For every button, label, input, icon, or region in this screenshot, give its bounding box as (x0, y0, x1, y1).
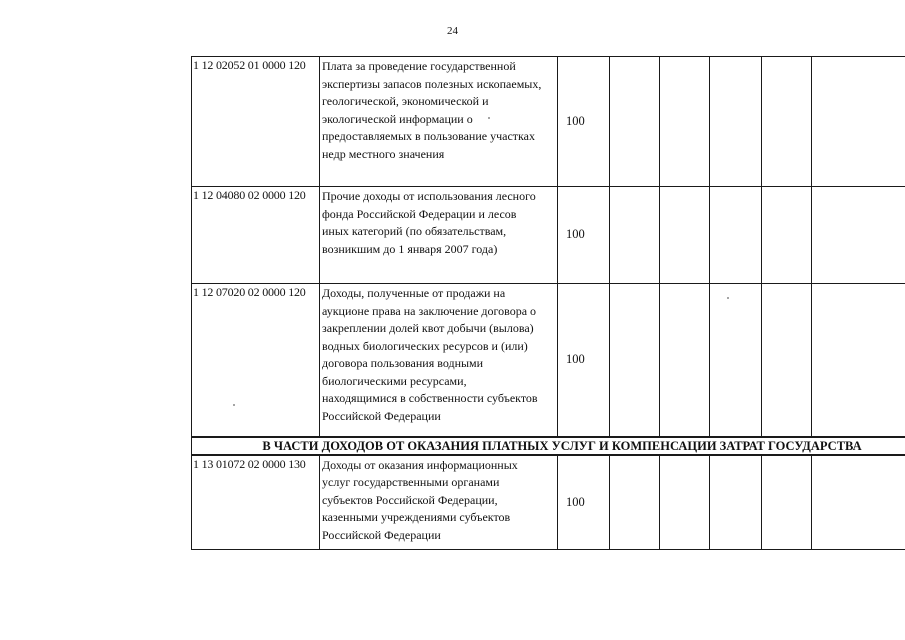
section-header-row (192, 437, 905, 455)
norm-value: 100 (558, 57, 610, 187)
empty-cell (710, 284, 762, 437)
name-line: предоставляемых в пользование участках (322, 129, 536, 143)
name-line: услуг государственными органами (322, 475, 500, 489)
norm-value: 100 (558, 455, 610, 550)
name-line: Доходы от оказания информационных (322, 457, 518, 472)
scan-speck (488, 117, 490, 119)
empty-cell (762, 57, 812, 187)
empty-cell (610, 57, 660, 187)
table-row (192, 455, 905, 550)
name-line: фонда Российской Федерации и лесов (322, 206, 517, 221)
empty-cell (710, 187, 762, 284)
revenue-name (320, 455, 558, 550)
scan-speck (727, 297, 729, 299)
empty-cell (762, 187, 812, 284)
name-line: иных категорий (по обязательствам, (322, 224, 507, 238)
name-line: экспертизы запасов полезных ископаемых, (322, 76, 542, 91)
revenue-name (320, 187, 558, 284)
name-line: Прочие доходы от использования лесного (322, 189, 536, 203)
name-line: аукционе права на заключение договора о (322, 303, 537, 318)
name-line: Доходы, полученные от продажи на (322, 286, 506, 300)
revenue-code: 1 13 01072 02 0000 130 (192, 455, 320, 550)
scan-speck (233, 404, 235, 406)
empty-cell (762, 455, 812, 550)
name-line: водных биологических ресурсов и (или) (322, 338, 528, 353)
name-line: субъектов Российской Федерации, (322, 492, 498, 507)
norm-value: 100 (558, 187, 610, 284)
table-row (192, 57, 905, 187)
empty-cell (660, 284, 710, 437)
name-line: Российской Федерации (322, 527, 441, 542)
empty-cell (610, 455, 660, 550)
name-line: закреплении долей квот добычи (вылова) (322, 321, 534, 335)
revenue-code: 1 12 02052 01 0000 120 (192, 57, 320, 187)
empty-cell (610, 284, 660, 437)
name-line: биологическими ресурсами, (322, 373, 467, 388)
empty-cell (812, 455, 905, 550)
table-row (192, 187, 905, 284)
empty-cell (762, 284, 812, 437)
empty-cell (610, 187, 660, 284)
empty-cell (710, 57, 762, 187)
revenue-name (320, 284, 558, 437)
name-line: геологической, экономической и (322, 94, 489, 108)
revenue-name (320, 57, 558, 187)
name-line: возникшим до 1 января 2007 года) (322, 241, 498, 256)
empty-cell (812, 187, 905, 284)
section-header: В ЧАСТИ ДОХОДОВ ОТ ОКАЗАНИЯ ПЛАТНЫХ УСЛУГ И КОМПЕНСАЦИИ ЗАТРАТ ГОСУДАРСТВА (192, 437, 905, 455)
empty-cell (812, 284, 905, 437)
empty-cell (660, 57, 710, 187)
name-line: недр местного значения (322, 146, 445, 161)
name-line: находящимися в собственности субъектов (322, 391, 538, 405)
empty-cell (660, 187, 710, 284)
name-line: экологической информации о (322, 111, 473, 126)
revenue-code: 1 12 07020 02 0000 120 (192, 284, 320, 437)
budget-revenue-table (191, 56, 905, 550)
page-number: 24 (447, 25, 458, 37)
name-line: Российской Федерации (322, 408, 441, 423)
name-line: договора пользования водными (322, 356, 484, 370)
empty-cell (812, 57, 905, 187)
norm-value: 100 (558, 284, 610, 437)
name-line: Плата за проведение государственной (322, 59, 516, 73)
table-row (192, 284, 905, 437)
empty-cell (710, 455, 762, 550)
name-line: казенными учреждениями субъектов (322, 510, 511, 524)
revenue-code: 1 12 04080 02 0000 120 (192, 187, 320, 284)
empty-cell (660, 455, 710, 550)
